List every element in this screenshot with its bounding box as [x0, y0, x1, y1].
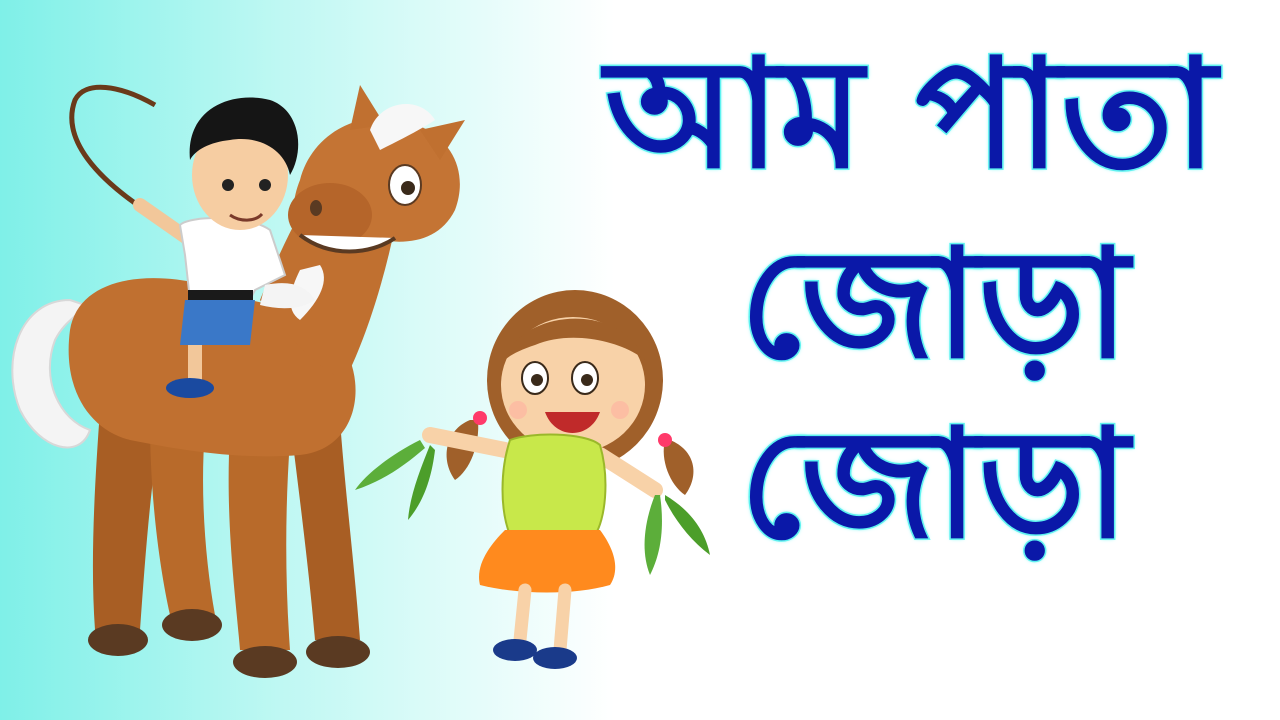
title-line-3: জোড়া	[740, 398, 1130, 572]
title-line-2: জোড়া	[740, 218, 1130, 392]
girl	[355, 290, 710, 669]
title-line-1: আম পাতা	[605, 28, 1217, 202]
